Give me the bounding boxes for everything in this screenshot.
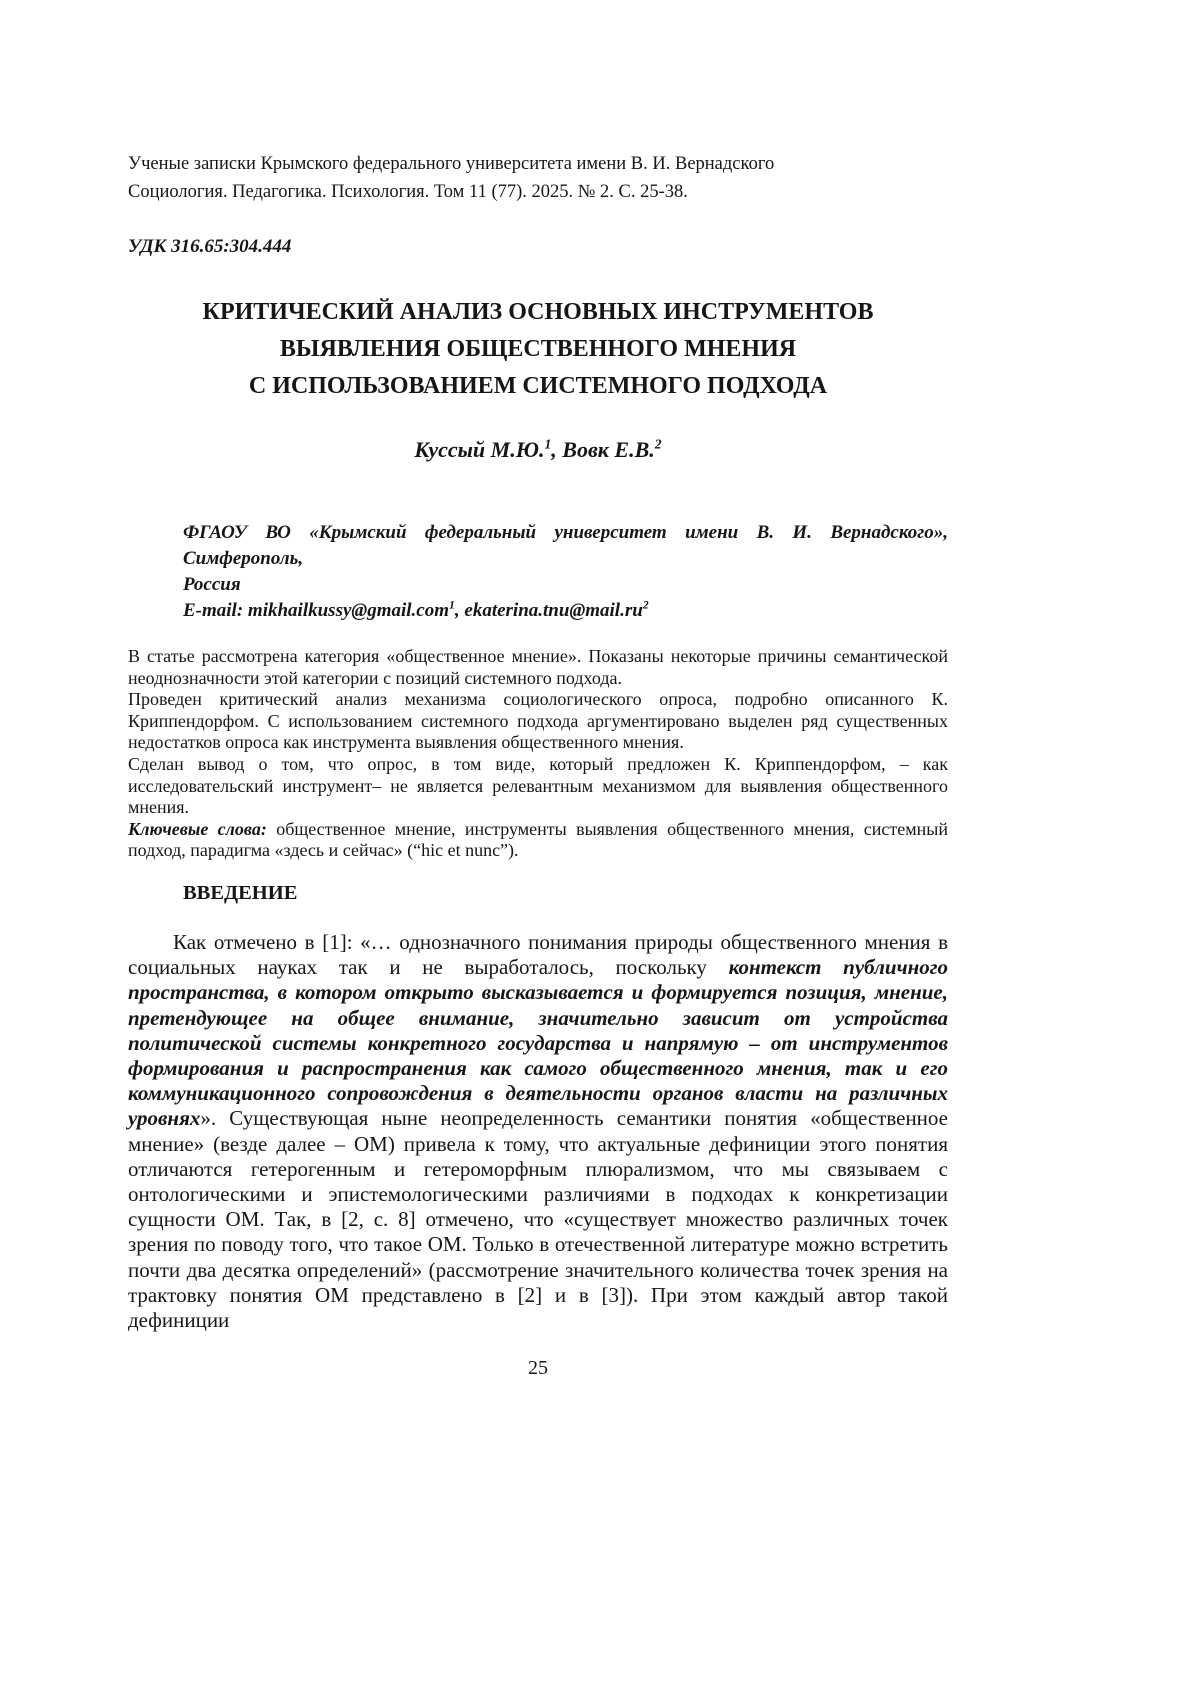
authors-line [128,435,948,465]
introduction-section [128,880,948,1333]
affiliation-block [183,520,948,624]
email-2-ref: 2 [642,598,649,612]
author-name-2: Вовк Е.В. [562,437,655,462]
abstract-paragraph-2: Проведен критический анализ механизма социологического опроса, подробно описанного К. Криппендорфом. С использованием системного подхода аргументировано выделен ряд существенных недостатков опроса как инструмента выявления общественного мнения. [128,689,948,753]
intro-quote-emphasis: контекст публичного пространства, в котором открыто высказывается и формируется позиция, мнение, претендующее на общее внимание, значительно зависит от устройства политической системы конкретного государства и напрямую – от инструментов формирования и распространения как самого общественного мнения, так и его коммуникационного сопровождения в деятельности органов власти на различных уровнях [128,955,949,1131]
intro-text-opening: Как отмечено в [1]: «… однозначного понимания природы общественного мнения в социальных науках так и не выработалось, поскольку [128,929,948,980]
email-address-1: mikhailkussy@gmail.com [247,600,449,621]
author-name-1: Куссый М.Ю. [414,437,545,462]
intro-text-continuation: ». Существующая ныне неопределенность семантики понятия «общественное мнение» (везде далее – ОМ) привела к тому, что актуальные дефиниции этого понятия отличаются гетерогенным и гетероморфным плюрализмом, что мы связываем с онтологическими и эпистемологическими различиями в подходах к конкретизации сущности ОМ. Так, в [2, с. 8] отмечено, что «существует множество различных точек зрения по поводу того, что такое ОМ. Только в отечественной литературе можно встретить почти два десятка определений» (рассмотрение значительного количества точек зрения на трактовку понятия ОМ представлено в [2] и в [3]). При этом каждый автор такой дефиниции [128,1106,948,1332]
journal-name: Ученые записки Крымского федерального университета имени В. И. Вернадского [128,154,775,174]
keywords-paragraph [128,819,948,862]
email-address-2: ekaterina.tnu@mail.ru [464,600,643,621]
keywords-label: Ключевые слова: [128,818,267,839]
authors-separator: , [551,437,563,462]
journal-issue-info: Социология. Педагогика. Психология. Том 11 (77). 2025. № 2. С. 25-38. [128,182,688,202]
journal-header [128,150,948,206]
introduction-heading: ВВЕДЕНИЕ [183,881,298,904]
author-2-affiliation-ref: 2 [654,436,662,452]
udk-code: УДК 316.65:304.444 [128,236,292,257]
page-number: 25 [528,1357,548,1380]
email-line [183,598,948,624]
introduction-paragraph [128,930,948,1333]
abstract-paragraph-1: В статье рассмотрена категория «общественное мнение». Показаны некоторые причины семантической неоднозначности этой категории с позиций системного подхода. [128,646,948,688]
article-title-line-2: ВЫЯВЛЕНИЯ ОБЩЕСТВЕННОГО МНЕНИЯ [279,336,797,362]
email-separator: , [454,600,465,621]
keywords-text: общественное мнение, инструменты выявления общественного мнения, системный подход, парадигма «здесь и сейчас» (“hic et nunc”). [128,818,948,861]
abstract-paragraph-3: Сделан вывод о том, что опрос, в том виде, который предложен К. Криппендорфом, – как исследовательский инструмент– не является релевантным механизмом для выявления общественного мнения. [128,753,948,818]
affiliation-line-1: ФГАОУ ВО «Крымский федеральный университет имени В. И. Вернадского», Симферополь, [183,522,948,569]
email-label: E-mail: [183,600,248,621]
article-title-line-3: С ИСПОЛЬЗОВАНИЕМ СИСТЕМНОГО ПОДХОДА [248,373,828,399]
abstract-section [128,646,948,862]
article-title-line-1: КРИТИЧЕСКИЙ АНАЛИЗ ОСНОВНЫХ ИНСТРУМЕНТОВ [202,299,874,325]
author-1-affiliation-ref: 1 [544,436,552,452]
article-title [128,294,948,405]
email-1-ref: 1 [449,598,455,612]
affiliation-line-2: Россия [183,574,241,595]
